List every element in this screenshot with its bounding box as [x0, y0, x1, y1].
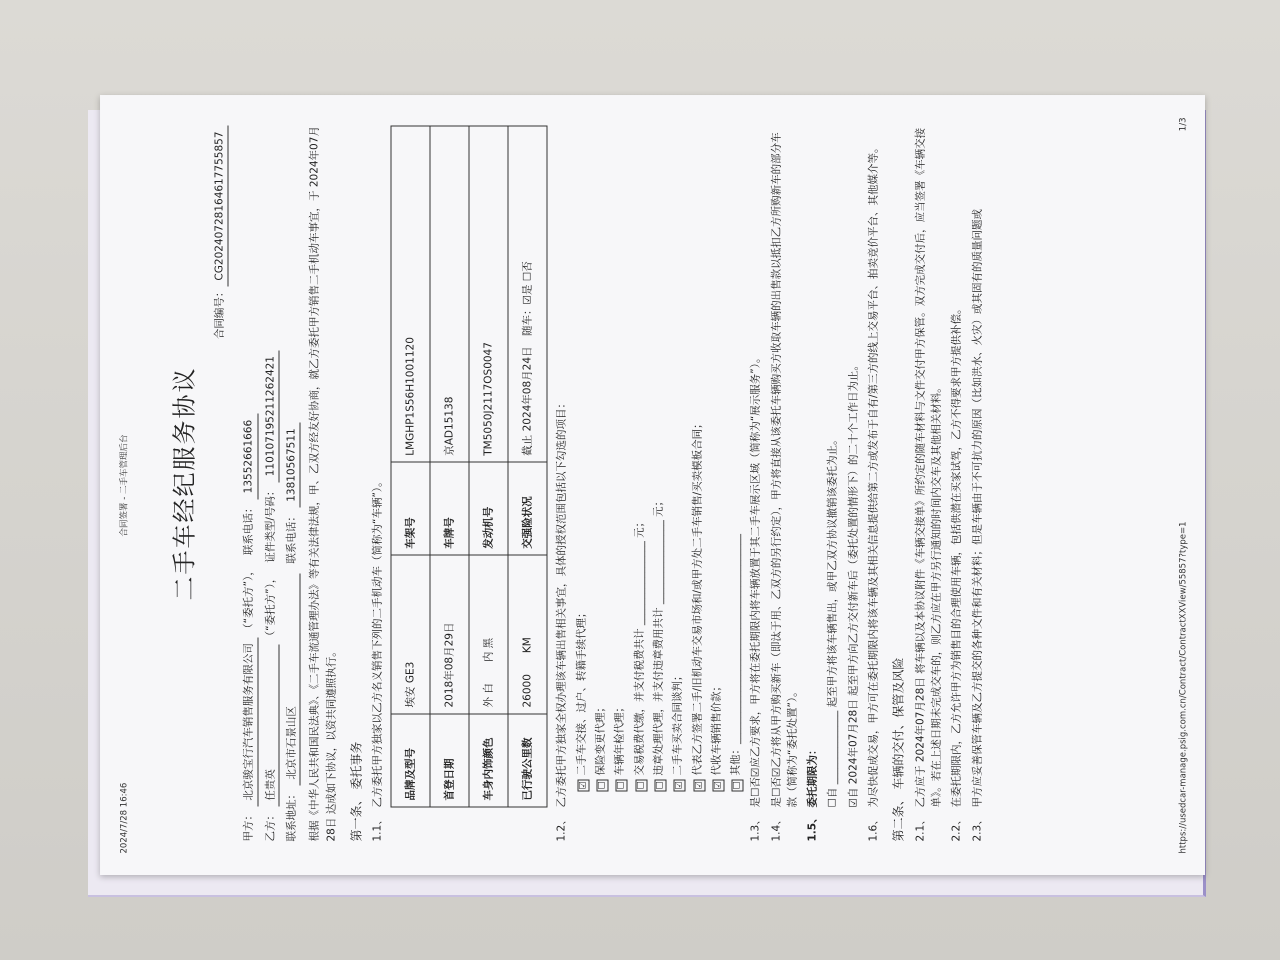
- checkbox-icon: ☐: [616, 780, 627, 790]
- vehicle-info-table: [390, 125, 547, 807]
- party-b-name: 任贵英: [262, 644, 279, 806]
- contract-page: [100, 95, 1205, 875]
- clause-2-1: 2.1、 乙方应于 2024年07月28日 将车辆以及本协议附件《车辆交接单》所约定的随车材料与文件交付甲方保管。双方完成交付后，应当签署《车辆交接单》。若在上述日期未完成交车的，则乙方应在甲方另行通知的时间内交车及其他相关材料。: [913, 127, 943, 841]
- print-url: https://usedcar-manage.psig.com.cn/Contract/ContractXXView/55857?type=1: [1178, 520, 1188, 853]
- term-option-a: ☐自 ______________ 起至甲方将该车辆售出，或甲乙双方协议撤销该委托为止。: [826, 433, 839, 807]
- print-datetime: 2024/7/28 16:46: [119, 782, 129, 853]
- checkbox-icon: ☐: [732, 780, 743, 790]
- party-a-name: 北京骏宝行汽车销售服务有限公司: [240, 637, 257, 807]
- authorization-options: [573, 125, 743, 841]
- print-footer: [1177, 117, 1191, 853]
- option-item: ☑二手车交接、过户、转籍手续代理；: [574, 607, 588, 790]
- checkbox-icon: ☐: [597, 780, 608, 790]
- clause-1-6: 1.6、 为尽快促成交易，甲方可在委托期限内将该车辆及其相关信息提供给第二方或发布于自有/第三方的线上交易平台、拍卖竞价平台、其他媒介等。: [866, 141, 879, 841]
- section-2-title: 第二条、 车辆的交付、保管及风险: [891, 657, 906, 841]
- clause-1-5: 1.5、 委托期限为：: [806, 744, 819, 841]
- clause-1-4: 1.4、 是☐否☑乙方将从甲方购买新车（即汰于用、乙双方的另行约定），甲方将直接从该委托车辆购买方收取车辆的出售款以抵扣乙方所购新车的部分车款（简称为“委托处置”）。: [769, 131, 798, 841]
- party-b-address: 北京市石景山区: [283, 573, 300, 785]
- option-item: ☑二手车买卖合同谈判；: [671, 670, 685, 790]
- checkbox-icon: ☑: [674, 780, 685, 790]
- party-b-phone: 13810567511: [283, 422, 300, 508]
- party-b-row: 乙方： 任贵英 （“委托方”）， 证件类型/号码： 110107195211262421: [262, 125, 279, 841]
- contract-title: 二手车经纪服务协议: [170, 366, 198, 600]
- section-1-title: 第一条、 委托事务: [348, 741, 363, 841]
- print-header: [118, 117, 132, 853]
- party-a-row: 甲方： 北京骏宝行汽车销售服务有限公司 （“委托方”）， 联系电话： 13552661666: [240, 125, 257, 841]
- clause-2-3: 2.3、 甲方应妥善保管车辆及乙方提交的各种文件和有关材料；但是车辆由于不可抗力的原因（比如洪水、火灾）或其固有的质量问题或: [970, 208, 983, 841]
- contract-paper: [100, 95, 1205, 875]
- table-row: 品牌及型号 埃安 GE3 车架号 LMGHP1S56H1001120: [390, 126, 429, 807]
- party-b-id: 110107195211262421: [262, 350, 279, 482]
- address-row: 联系地址： 北京市石景山区 联系电话： 13810567511: [283, 125, 300, 841]
- option-item: ☐违章处理代理，并支付违章费用共计 ________________ 元；: [651, 495, 665, 790]
- party-a-phone: 13552661666: [240, 413, 257, 499]
- table-row: 首登日期 2018年08月29日 车牌号 京AD15138: [429, 126, 468, 807]
- checkbox-icon: ☑: [577, 780, 588, 790]
- table-row: 已行驶公里数 26000 KM 交强险状况 截止 2024年08月24日 随车：☑是 ☐否: [507, 126, 546, 807]
- print-system-name: 合同签署 - 二手车管理后台: [119, 434, 129, 536]
- option-item: ☐交易税费代缴，并支付税费共计 ________________ 元；: [632, 516, 646, 790]
- option-item: ☑代表乙方签署二手/旧机动车交易市场和/或甲方处二手车销售/买卖模板合同；: [690, 417, 704, 790]
- clause-1-3: 1.3、 是☐否☑应乙方要求，甲方将在委托期限内将车辆放置于其二手车展示区域（简称为“展示服务”）。: [749, 352, 762, 841]
- clause-2-2: 2.2、 在委托期限内，乙方允许甲方为销售目的合理使用车辆，包括供潜在买家试驾，乙方不得要求甲方提供补偿。: [950, 303, 963, 841]
- clause-1-2: 1.2、 乙方委托甲方独家全权办理该车辆出售相关事宜，具体的授权范围包括以下勾选的项目：: [554, 397, 567, 841]
- checkbox-icon: ☑: [693, 780, 704, 790]
- table-row: 车身内饰颜色 外 白 内 黑 发动机号 TM5050J2117OS0047: [468, 126, 507, 807]
- contract-number: 合同编号：CG20240728164617755857: [211, 125, 228, 841]
- option-item: ☑代收车辆销售价款；: [709, 680, 723, 790]
- clause-1-1: 1.1、 乙方委托甲方独家以乙方名义销售下列的二手机动车（简称为“车辆”）。: [371, 475, 384, 841]
- preamble: 根据《中华人民共和国民法典》、《二手车流通管理办法》等有关法律法规，甲、乙双方经友好协商，就乙方委托甲方销售二手机动车事宜，于 2024年07月28日 达成如下协议，以资共同遵照执行。: [308, 125, 337, 841]
- option-item: ☐车辆年检代理；: [613, 701, 627, 790]
- checkbox-icon: ☐: [635, 780, 646, 790]
- contract-content: [160, 125, 989, 841]
- option-item: ☐保险变更代理；: [594, 701, 608, 790]
- checkbox-icon: ☐: [654, 780, 665, 790]
- checkbox-icon: ☑: [712, 780, 723, 790]
- option-item: ☐其他：________________________________________: [729, 533, 743, 790]
- page-number: 1/3: [1178, 117, 1188, 131]
- term-option-b: ☑自 2024年07月28日 起至甲方向乙方交付新车后（委托处置的情形下）的二十个工作日为止。: [846, 359, 859, 807]
